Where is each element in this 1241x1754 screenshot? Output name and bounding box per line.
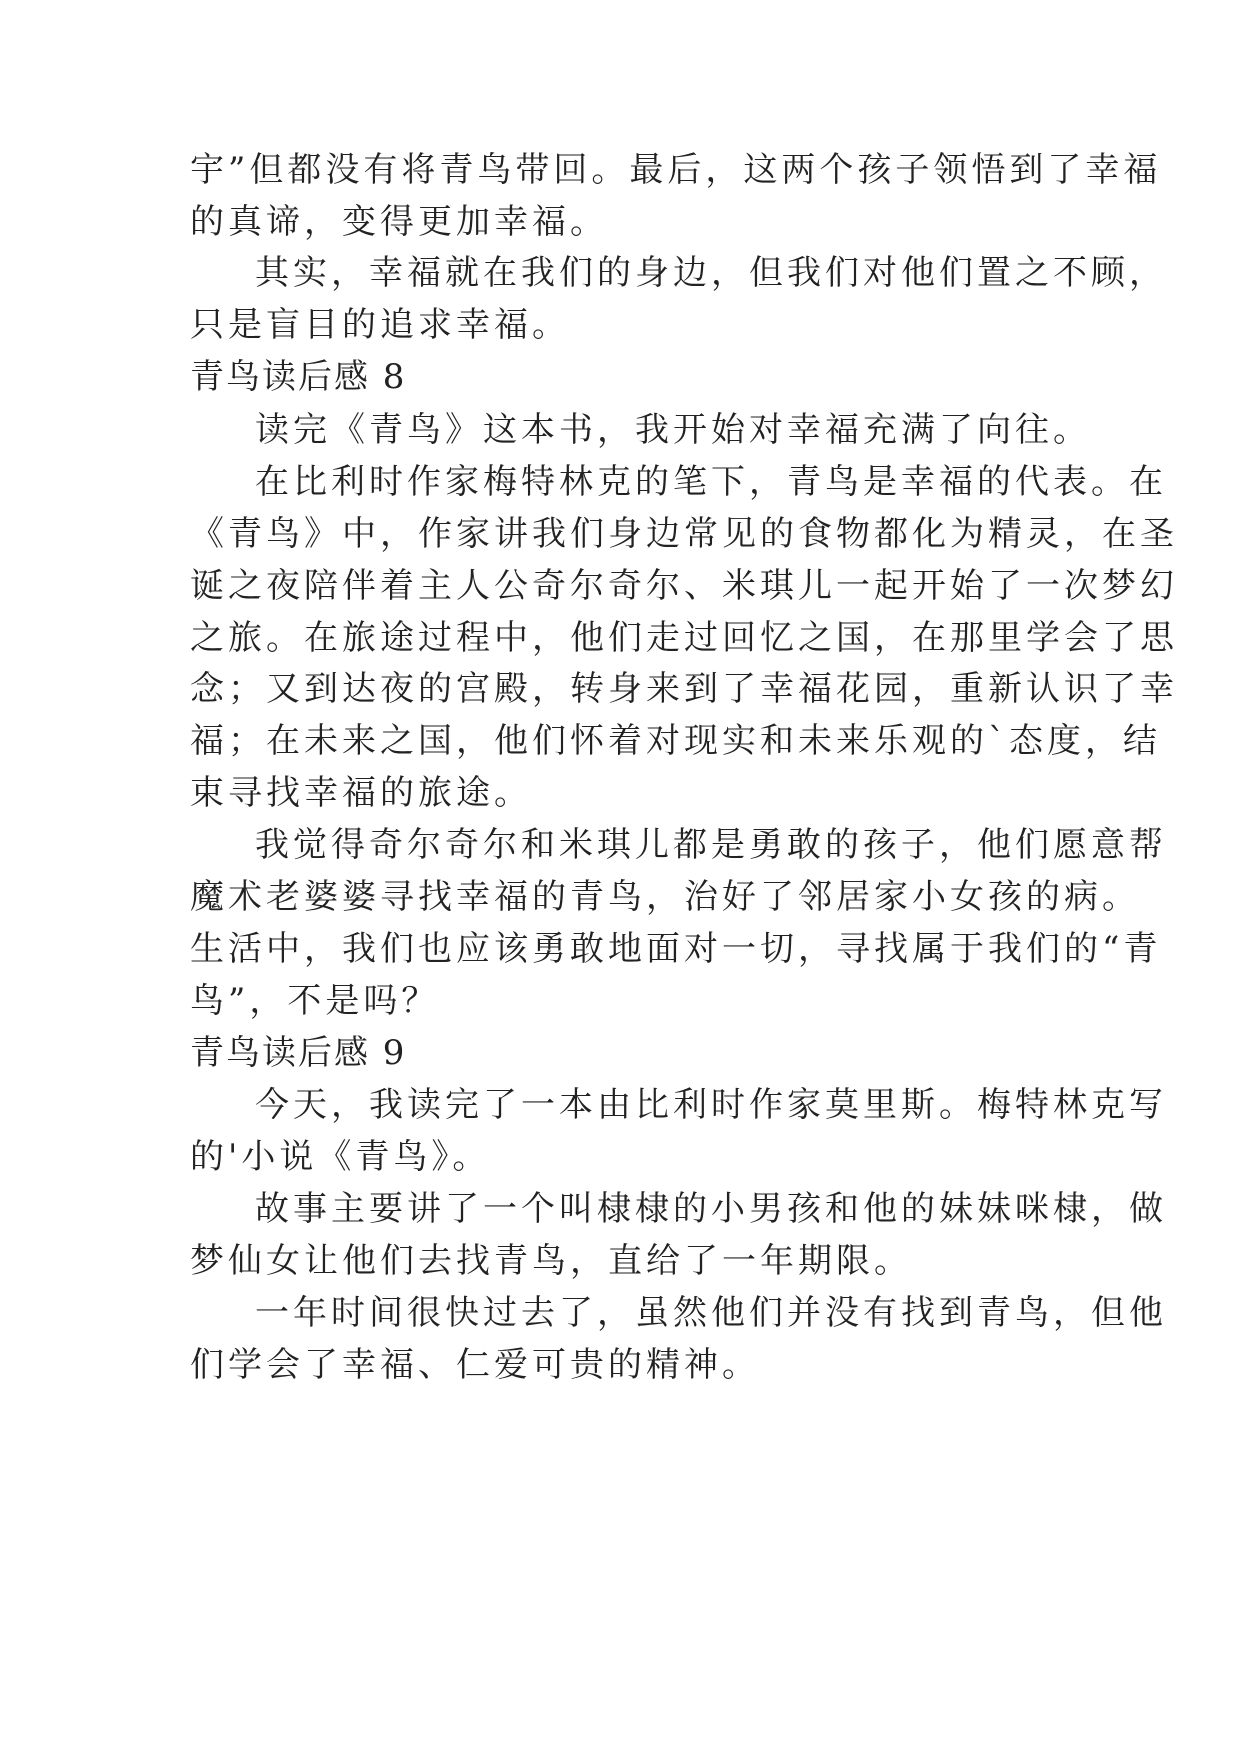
text-line: 魔术老婆婆寻找幸福的青鸟，治好了邻居家小女孩的病。 xyxy=(190,877,1140,917)
text-line: 念；又到达夜的宫殿，转身来到了幸福花园，重新认识了幸 xyxy=(190,669,1178,709)
text-line: 梦仙女让他们去找青鸟，直给了一年期限。 xyxy=(190,1241,912,1281)
paragraph-first-line: 今天，我读完了一本由比利时作家莫里斯。梅特林克写 xyxy=(255,1085,1167,1125)
paragraph-first-line: 一年时间很快过去了，虽然他们并没有找到青鸟，但他 xyxy=(255,1293,1167,1333)
paragraph-first-line: 在比利时作家梅特林克的笔下，青鸟是幸福的代表。在 xyxy=(255,462,1167,502)
text-line: 《青鸟》中，作家讲我们身边常见的食物都化为精灵，在圣 xyxy=(190,514,1178,554)
text-line: 们学会了幸福、仁爱可贵的精神。 xyxy=(190,1345,760,1385)
text-line: 宇”但都没有将青鸟带回。最后，这两个孩子领悟到了幸福 xyxy=(190,150,1162,190)
text-line: 的'小说《青鸟》。 xyxy=(190,1137,491,1177)
text-line: 生活中，我们也应该勇敢地面对一切，寻找属于我们的“青 xyxy=(190,929,1162,969)
text-line: 束寻找幸福的旅途。 xyxy=(190,773,532,813)
paragraph-first-line: 故事主要讲了一个叫棣棣的小男孩和他的妹妹咪棣，做 xyxy=(255,1189,1167,1229)
text-line: 只是盲目的追求幸福。 xyxy=(190,305,570,345)
text-line: 的真谛，变得更加幸福。 xyxy=(190,202,608,242)
paragraph-first-line: 其实，幸福就在我们的身边，但我们对他们置之不顾， xyxy=(255,253,1167,293)
text-line: 之旅。在旅途过程中，他们走过回忆之国，在那里学会了思 xyxy=(190,618,1178,658)
paragraph-first-line: 读完《青鸟》这本书，我开始对幸福充满了向往。 xyxy=(255,410,1091,450)
text-line: 诞之夜陪伴着主人公奇尔奇尔、米琪儿一起开始了一次梦幻 xyxy=(190,566,1178,606)
section-heading: 青鸟读后感 9 xyxy=(190,1033,407,1073)
text-line: 鸟”，不是吗？ xyxy=(190,981,440,1021)
text-line: 福；在未来之国，他们怀着对现实和未来乐观的`态度，结 xyxy=(190,721,1161,761)
paragraph-first-line: 我觉得奇尔奇尔和米琪儿都是勇敢的孩子，他们愿意帮 xyxy=(255,825,1167,865)
section-heading: 青鸟读后感 8 xyxy=(190,357,407,397)
